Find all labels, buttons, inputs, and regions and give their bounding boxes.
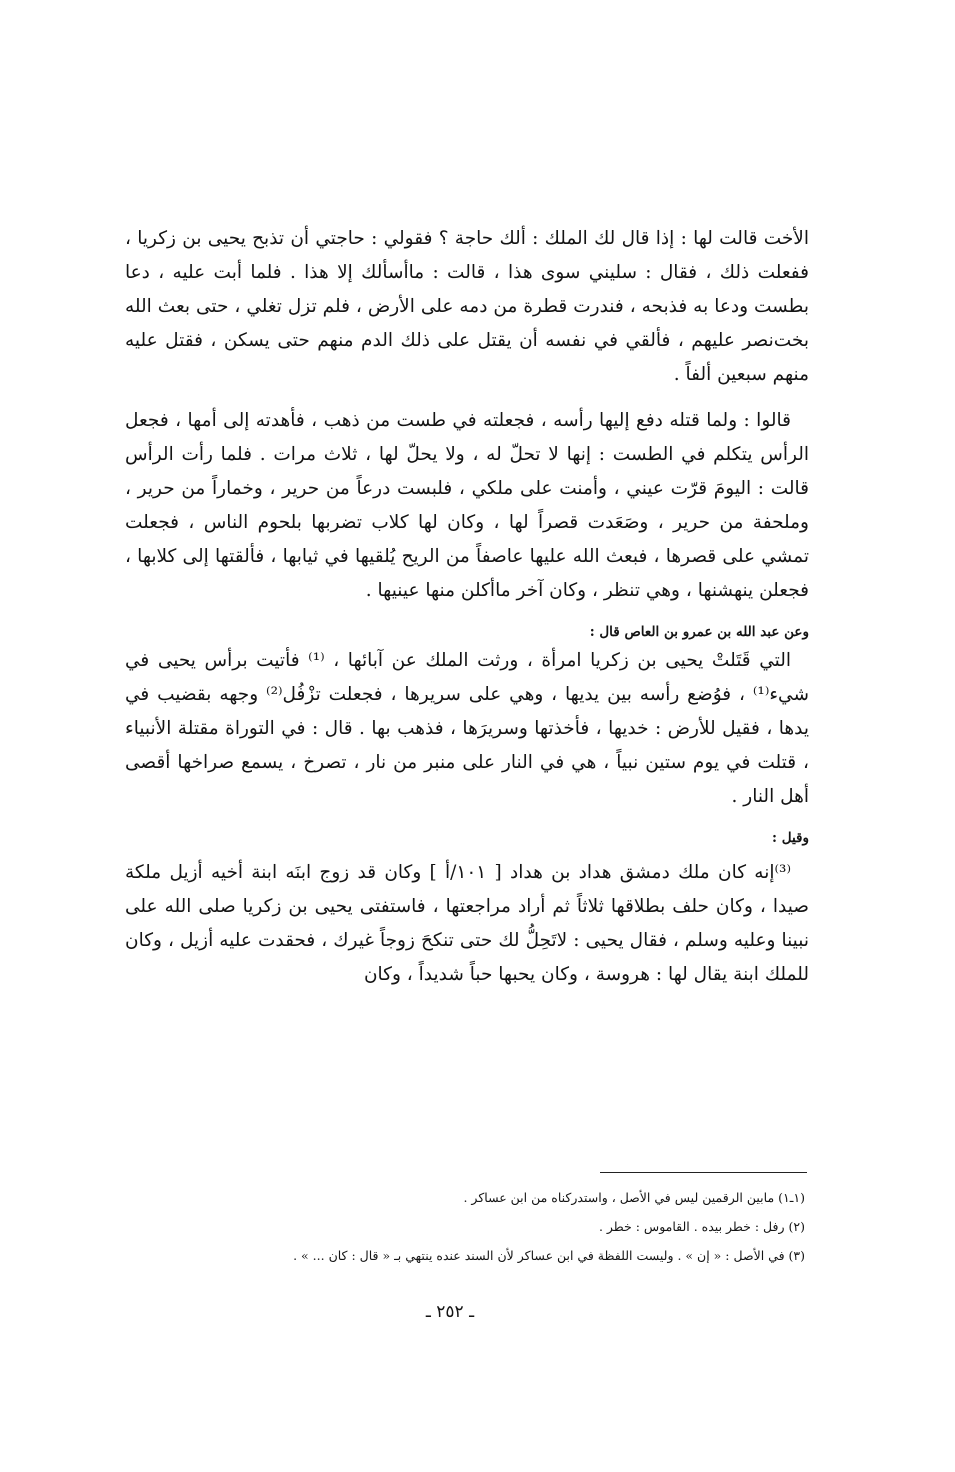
footnote-divider	[600, 1172, 807, 1173]
paragraph-2: قالوا : ولما قتله دفع إليها رأسه ، فجعلته في طست من ذهب ، فأهدته إلى أمها ، فجعل الرأس يتكلم في الطست : إنها لا تحلّ له ، ولا يحلّ لها ، ثلاث مرات . فلما رأت الرأس قالت : اليومَ قرّت عيني ، وأمنت على ملكي ، فلبست درعاً من حرير ، وخماراً من حرير ، وملحفة من حرير ، وصَعَدت قصراً لها ، وكان لها كلاب تضربها بلحوم الناس ، فجعلت تمشي على قصرها ، فبعث الله عليها عاصفاً من الريح يُلقيها في ثيابها ، فألقتها إلى كلابها ، فجعلن ينهشنها ، وهي تنظر ، وكان آخر ماأكلن منها عينيها .	[125, 410, 809, 601]
section-heading-1: وعن عبد الله بن عمرو بن العاص قال :	[589, 624, 809, 640]
paragraph-3: التي قَتَلتْ يحيى بن زكريا امرأة ، ورثت الملك عن آبائها ، ⁽¹⁾ فأتيت برأس يحيى في شيء⁽¹⁾ ، فوُضع رأسه بين يديها ، وهي على سريرها ، فجعلت تزْفُل⁽²⁾ وجهه بقضيب في يدها ، فقيل للأرض : خديها ، فأخذتها وسريرَها ، فذهب بها . قال : في التوراة مقتلة الأنبياء ، قتلت في يوم ستين نبياً ، هي في النار على منبر من نار ، تصرخ ، يسمع صراخها أقصى أهل النار .	[125, 650, 809, 807]
footnote-1: (١ـ١) مابين الرقمين ليس في الأصل ، واستدركناه من ابن عساكر .	[463, 1190, 805, 1205]
paragraph-4: ⁽³⁾إنه كان ملك دمشق هداد بن هداد [ ١٠١/أ ] وكان قد زوج ابنَه ابنة أخيه أزيل ملكة صيدا ، وكان حلف بطلاقها ثلاثاً ثم أراد مراجعتها ، فاستفتى يحيى بن زكريا صلى الله على نبينا وعليه وسلم ، فقال يحيى : لاتَحِلُّ لك حتى تنكحَ زوجاً غيرك ، فحقدت عليه أزيل ، وكان للملك ابنة يقال لها : هروسة ، وكان يحبها حباً شديداً ، وكان	[125, 862, 809, 985]
page-number: ـ ٢٥٢ ـ	[425, 1302, 475, 1322]
paragraph-gap	[125, 392, 809, 404]
footnote-2: (٢) رفل : خطر بيده . القاموس : خطر .	[598, 1219, 805, 1234]
paragraph-1: الأخت قالت لها : إذا قال لك الملك : ألك حاجة ؟ فقولي : حاجتي أن تذبح يحيى بن زكريا ، ففعلت ذلك ، فقال : سليني سوى هذا ، قالت : ماأسألك إلا هذا . فلما أبت عليه ، دعا بطست ودعا به فذبحه ، فندرت قطرة من دمه على الأرض ، فلم تزل تغلي ، حتى بعث الله بخت‌نصر عليهم ، فألقي في نفسه أن يقتل على ذلك الدم منهم حتى يسكن ، فقتل عليه منهم سبعين ألفاً .	[125, 228, 809, 385]
footnote-3: (٣) في الأصل : « إن » . وليست اللفظة في ابن عساكر لأن السند عنده ينتهي بـ « قال : كان ... » .	[293, 1248, 805, 1263]
body-text	[125, 222, 809, 992]
paragraph-gap	[125, 814, 809, 826]
footnotes	[250, 1183, 805, 1270]
paragraph-gap	[125, 608, 809, 620]
section-heading-2: وقيل :	[772, 830, 809, 846]
